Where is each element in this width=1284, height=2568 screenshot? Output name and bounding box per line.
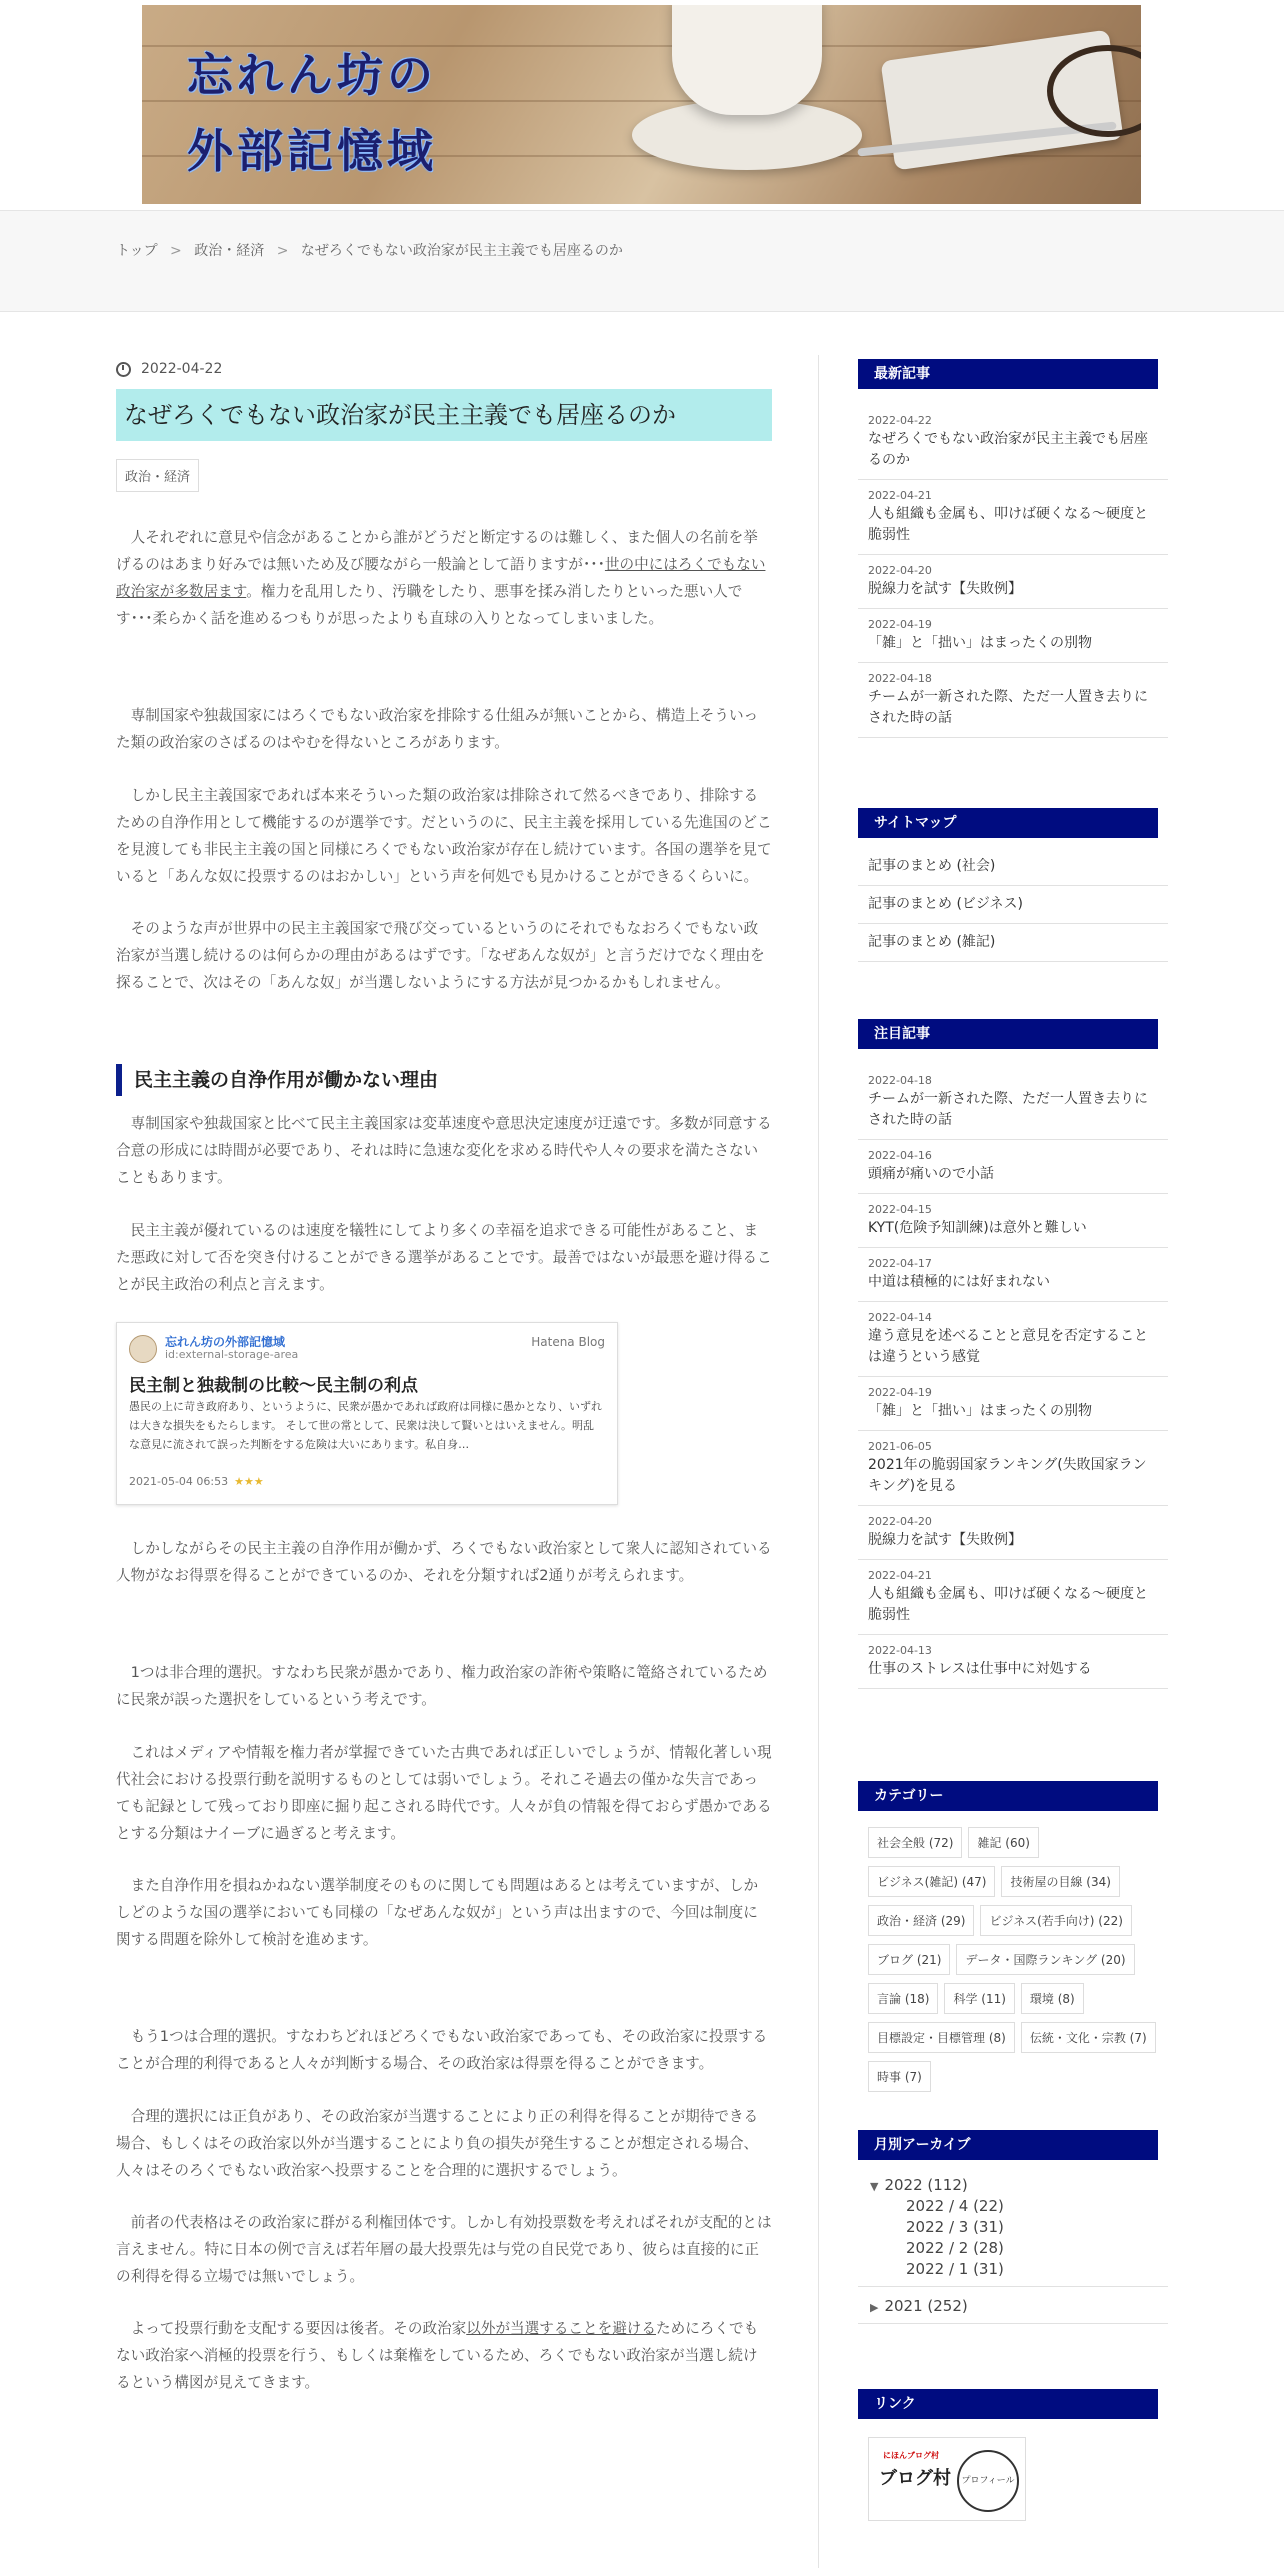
category-tag[interactable]: データ・国際ランキング (20) (956, 1944, 1134, 1975)
paragraph (116, 524, 772, 632)
paragraph: しかしながらその民主主義の自浄作用が働かず、ろくでもない政治家として衆人に認知されている人物がなお得票を得ることができているのか、それを分類すれば2通りが考えられます。 (116, 1540, 772, 1584)
widget-title: 最新記事 (858, 359, 1158, 389)
breadcrumb-separator: > (276, 243, 289, 259)
post-date-text: 2022-04-22 (141, 361, 223, 377)
post-list-title[interactable]: 仕事のストレスは仕事中に対処する (868, 1661, 1092, 1677)
breadcrumb-category[interactable]: 政治・経済 (194, 243, 265, 259)
post-list-date: 2022-04-16 (868, 1149, 932, 1162)
widget-links (858, 2389, 1168, 2521)
chevron-right-icon[interactable]: ▶ (870, 2301, 879, 2314)
category-tag[interactable]: 時事 (7) (868, 2061, 931, 2092)
card-site-name[interactable]: 忘れん坊の外部記憶域 (165, 1335, 286, 1349)
recent-posts-list (858, 405, 1168, 738)
post-list-date: 2022-04-19 (868, 618, 932, 631)
archive-year-2021[interactable] (870, 2295, 1168, 2317)
paragraph: もう1つは合理的選択。すなわちどれほどろくでもない政治家であっても、その政治家に投票することが合理的利得であると人々が判断する場合、その政治家は得票を得ることができます。 (116, 2028, 768, 2072)
text: 。権力を乱用したり、汚職をしたり、悪事を揉み消したりといった悪い人です･･･柔らかく話を進めるつもりが思ったよりも直球の入りとなってしまいました。 (116, 583, 743, 627)
paragraph: そのような声が世界中の民主主義国家で飛び交っているというのにそれでもなおろくでもない政治家が当選し続けるのは何らかの理由があるはずです。「なぜあんな奴が」と言うだけでなく理由を探ることで、次はその「あんな奴」が当選しないようにする方法が見つかるかもしれません。 (116, 920, 765, 991)
card-description: 愚民の上に苛き政府あり、というように、民衆が愚かであれば政府は同様に愚かとなり、いずれは大きな損失をもたらします。 そして世の常として、民衆は決して賢いとはいえません。明乱な意見に流されて誤った判断をする危険は大いにあります。私自身… (129, 1400, 602, 1451)
category-tag[interactable]: 科学 (11) (944, 1983, 1014, 2014)
sitemap-list (858, 848, 1168, 962)
blog-card[interactable] (116, 1322, 618, 1505)
post-list-item[interactable] (858, 1431, 1168, 1506)
blogmura-logo (879, 2450, 951, 2490)
blogmura-small-text: にほんブログ村 (883, 2450, 939, 2460)
article (116, 355, 772, 2396)
chevron-down-icon[interactable]: ▼ (870, 2180, 879, 2193)
category-tag[interactable]: ビジネス(若手向け) (22) (980, 1905, 1131, 1936)
post-list-item[interactable] (858, 1506, 1168, 1560)
archive-month[interactable]: 2022 / 2 (28) (906, 2239, 1004, 2257)
post-date (116, 355, 772, 383)
post-list-title[interactable]: 違う意見を述べることと意見を否定することは違うという感覚 (868, 1328, 1148, 1365)
post-list-date: 2022-04-22 (868, 414, 932, 427)
archive-year-2022[interactable] (870, 2174, 1168, 2196)
post-list-item[interactable] (858, 1065, 1168, 1140)
category-tag[interactable]: 技術屋の目線 (34) (1001, 1866, 1119, 1897)
post-list-date: 2022-04-17 (868, 1257, 932, 1270)
site-header (0, 0, 1284, 210)
post-list-title[interactable]: チームが一新された際、ただ一人置き去りにされた時の話 (868, 689, 1148, 726)
post-list-item[interactable] (858, 1140, 1168, 1194)
column-divider (818, 355, 819, 2568)
archive-month[interactable]: 2022 / 3 (31) (906, 2218, 1004, 2236)
post-list-item[interactable] (858, 1248, 1168, 1302)
blog-avatar-icon (129, 1335, 157, 1363)
category-tag[interactable]: ブログ (21) (868, 1944, 950, 1975)
archive-year-label[interactable]: 2021 (252) (884, 2297, 968, 2315)
divider (858, 2323, 1168, 2324)
breadcrumb (0, 210, 1284, 312)
paragraph: 前者の代表格はその政治家に群がる利権団体です。しかし有効投票数を考えればそれが支配的とは言えません。特に日本の例で言えば若年層の最大投票先は与党の自民党であり、彼らは直接的に正の利得を得る立場では無いでしょう。 (116, 2214, 772, 2285)
widget-archive (858, 2130, 1168, 2332)
post-list-title[interactable]: 「雑」と「拙い」はまったくの別物 (868, 635, 1092, 651)
post-list-title[interactable]: 「雑」と「拙い」はまったくの別物 (868, 1403, 1092, 1419)
post-list-item[interactable] (858, 663, 1168, 738)
post-list-title[interactable]: 頭痛が痛いので小話 (868, 1166, 994, 1182)
paragraph: 1つは非合理的選択。すなわち民衆が愚かであり、権力政治家の詐術や策略に篭絡されているために民衆が誤った選択をしているという考えです。 (116, 1664, 768, 1708)
category-tag[interactable]: 目標設定・目標管理 (8) (868, 2022, 1015, 2053)
post-list-item[interactable] (858, 1302, 1168, 1377)
category-tag[interactable]: 社会全般 (72) (868, 1827, 962, 1858)
archive-month[interactable]: 2022 / 4 (22) (906, 2197, 1004, 2215)
post-list-date: 2022-04-20 (868, 1515, 932, 1528)
widget-title: サイトマップ (858, 808, 1158, 838)
post-list-date: 2021-06-05 (868, 1440, 932, 1453)
card-blog-id: id:external-storage-area (165, 1348, 299, 1361)
text: 人それぞれに意見や信念があることから誰がどうだと断定するのは難しく、また個人の名前を挙げるのはあまり好みでは無いため及び腰ながら一般論として語りますが･･･ (116, 529, 758, 573)
post-list-title[interactable]: 中道は積極的には好まれない (868, 1274, 1050, 1290)
text: よって投票行動を支配する要因は後者。その政治家 (130, 2320, 467, 2337)
post-list-item[interactable] (858, 405, 1168, 480)
widget-title: カテゴリー (858, 1781, 1158, 1811)
coffee-cup-image (672, 5, 822, 115)
post-list-date: 2022-04-18 (868, 672, 932, 685)
post-list-date: 2022-04-14 (868, 1311, 932, 1324)
widget-title: 月別アーカイブ (858, 2130, 1158, 2160)
breadcrumb-separator: > (170, 243, 182, 259)
category-tag[interactable]: 環境 (8) (1021, 1983, 1084, 2014)
card-meta (129, 1475, 264, 1488)
post-list-date: 2022-04-15 (868, 1203, 932, 1216)
star-icon: ★★★ (234, 1475, 264, 1488)
post-list-date: 2022-04-21 (868, 1569, 932, 1582)
card-date: 2021-05-04 06:53 (129, 1475, 229, 1488)
divider (858, 2286, 1168, 2287)
post-list-item[interactable] (858, 1635, 1168, 1689)
post-list-title[interactable]: 脱線力を試す【失敗例】 (868, 581, 1022, 597)
breadcrumb-home[interactable]: トップ (116, 243, 158, 259)
post-list-date: 2022-04-18 (868, 1074, 932, 1087)
sitemap-link[interactable]: 記事のまとめ (雑記) (858, 924, 1168, 962)
post-list-date: 2022-04-20 (868, 564, 932, 577)
widget-title: リンク (858, 2389, 1158, 2419)
paragraph: これはメディアや情報を権力者が掌握できていた古典であれば正しいでしょうが、情報化著しい現代社会における投票行動を説明するものとしては弱いでしょう。それこそ過去の僅かな失言であっても記録として残っており即座に掘り起こされる時代です。人々が負の情報を得ておらず愚かであるとする分類はナイーブに過ぎると考えます。 (116, 1744, 772, 1842)
card-title[interactable]: 民主制と独裁制の比較～民主制の利点 (129, 1376, 418, 1396)
post-title: なぜろくでもない政治家が民主主義でも居座るのか (116, 389, 772, 441)
category-tag[interactable]: 政治・経済 (29) (868, 1905, 974, 1936)
post-list-item[interactable] (858, 1377, 1168, 1431)
post-category-tag[interactable]: 政治・経済 (116, 459, 199, 492)
post-list-date: 2022-04-21 (868, 489, 932, 502)
archive-month[interactable]: 2022 / 1 (31) (906, 2260, 1004, 2278)
inline-link[interactable]: 世の中にはろくでもない政治家が多数居ます (116, 556, 766, 600)
paragraph: 専制国家や独裁国家にはろくでもない政治家を排除する仕組みが無いことから、構造上そういった類の政治家のさばるのはやむを得ないところがあります。 (116, 707, 759, 751)
paragraph: 合理的選択には正負があり、その政治家が当選することにより正の利得を得ることが期待できる場合、もしくはその政治家以外が当選することにより負の損失が発生することが想定される場合、人々はそのろくでもない政治家へ投票することを合理的に選択するでしょう。 (116, 2108, 759, 2179)
blogmura-banner[interactable] (868, 2437, 1026, 2521)
widget-categories (858, 1781, 1168, 2100)
post-list-item[interactable] (858, 480, 1168, 555)
paragraph (116, 2315, 772, 2396)
widget-sitemap (858, 808, 1168, 962)
text: ためにろくでもない政治家へ消極的投票を行う、もしくは棄権をしているため、ろくでもない政治家が当選し続けるという構図が見えてきます。 (116, 2320, 759, 2391)
category-tag[interactable]: ビジネス(雑記) (47) (868, 1866, 995, 1897)
archive-year-label[interactable]: 2022 (112) (884, 2176, 968, 2194)
post-list-item[interactable] (858, 555, 1168, 609)
post-list-item[interactable] (858, 609, 1168, 663)
post-list-title[interactable]: チームが一新された際、ただ一人置き去りにされた時の話 (868, 1091, 1148, 1128)
post-list-title[interactable]: 人も組織も金属も、叩けば硬くなる～硬度と脆弱性 (868, 1586, 1148, 1623)
site-title[interactable]: 忘れん坊の 外部記憶域 (187, 48, 437, 178)
category-list (858, 1827, 1168, 2100)
widget-recent-posts (858, 359, 1168, 738)
post-list-date: 2022-04-13 (868, 1644, 932, 1657)
post-list-title[interactable]: 脱線力を試す【失敗例】 (868, 1532, 1022, 1548)
widget-featured-posts (858, 1019, 1168, 1689)
profile-badge[interactable]: プロフィール (957, 2450, 1019, 2512)
clock-icon (116, 362, 131, 377)
inline-link[interactable]: 以外が当選することを避ける (466, 2320, 656, 2337)
hatena-blog-logo: Hatena Blog (531, 1335, 605, 1349)
post-list-title[interactable]: 人も組織も金属も、叩けば硬くなる～硬度と脆弱性 (868, 506, 1148, 543)
paragraph: 民主主義が優れているのは速度を犠牲にしてより多くの幸福を追求できる可能性があること、また悪政に対して否を突き付けることができる選挙があることです。最善ではないが最悪を避け得ることが民主政治の利点と言えます。 (116, 1222, 772, 1293)
paragraph: しかし民主主義国家であれば本来そういった類の政治家は排除されて然るべきであり、排除するための自浄作用として機能するのが選挙です。だというのに、民主主義を採用している先進国のどこを見渡しても非民主主義の国と同様にろくでもない政治家が存在し続けています。各国の選挙を見ていると「あんな奴に投票するのはおかしい」という声を何処でも見かけることができるくらいに。 (116, 787, 772, 885)
category-tag[interactable]: 雑記 (60) (968, 1827, 1038, 1858)
section-heading: 民主主義の自浄作用が働かない理由 (116, 1064, 772, 1096)
post-list-title[interactable]: なぜろくでもない政治家が民主主義でも居座るのか (868, 431, 1148, 468)
post-list-title[interactable]: 2021年の脆弱国家ランキング(失敗国家ランキング)を見る (868, 1457, 1147, 1494)
paragraph: 専制国家や独裁国家と比べて民主主義国家は変革速度や意思決定速度が迂遠です。多数が同意する合意の形成には時間が必要であり、それは時に急速な変化を求める時代や人々の要求を満たさないこともあります。 (116, 1115, 772, 1186)
post-list-title[interactable]: KYT(危険予知訓練)は意外と難しい (868, 1220, 1087, 1236)
breadcrumb-current: なぜろくでもない政治家が民主主義でも居座るのか (300, 243, 623, 259)
post-list-date: 2022-04-19 (868, 1386, 932, 1399)
widget-title: 注目記事 (858, 1019, 1158, 1049)
archive-list (858, 2174, 1168, 2324)
post-body (116, 524, 772, 2396)
post-list-item[interactable] (858, 1194, 1168, 1248)
category-tag[interactable]: 伝統・文化・宗教 (7) (1021, 2022, 1156, 2053)
blogmura-logo-text: ブログ村 (879, 2468, 951, 2489)
sitemap-link[interactable]: 記事のまとめ (社会) (858, 848, 1168, 886)
paragraph: また自浄作用を損ねかねない選挙制度そのものに関しても問題はあるとは考えていますが、しかしどのような国の選挙においても同様の「なぜあんな奴が」という声は出ますので、今回は制度に関する問題を除外して検討を進めます。 (116, 1877, 759, 1948)
post-list-item[interactable] (858, 1560, 1168, 1635)
featured-posts-list (858, 1065, 1168, 1689)
header-banner[interactable] (142, 5, 1141, 204)
category-tag[interactable]: 言論 (18) (868, 1983, 938, 2014)
sitemap-link[interactable]: 記事のまとめ (ビジネス) (858, 886, 1168, 924)
